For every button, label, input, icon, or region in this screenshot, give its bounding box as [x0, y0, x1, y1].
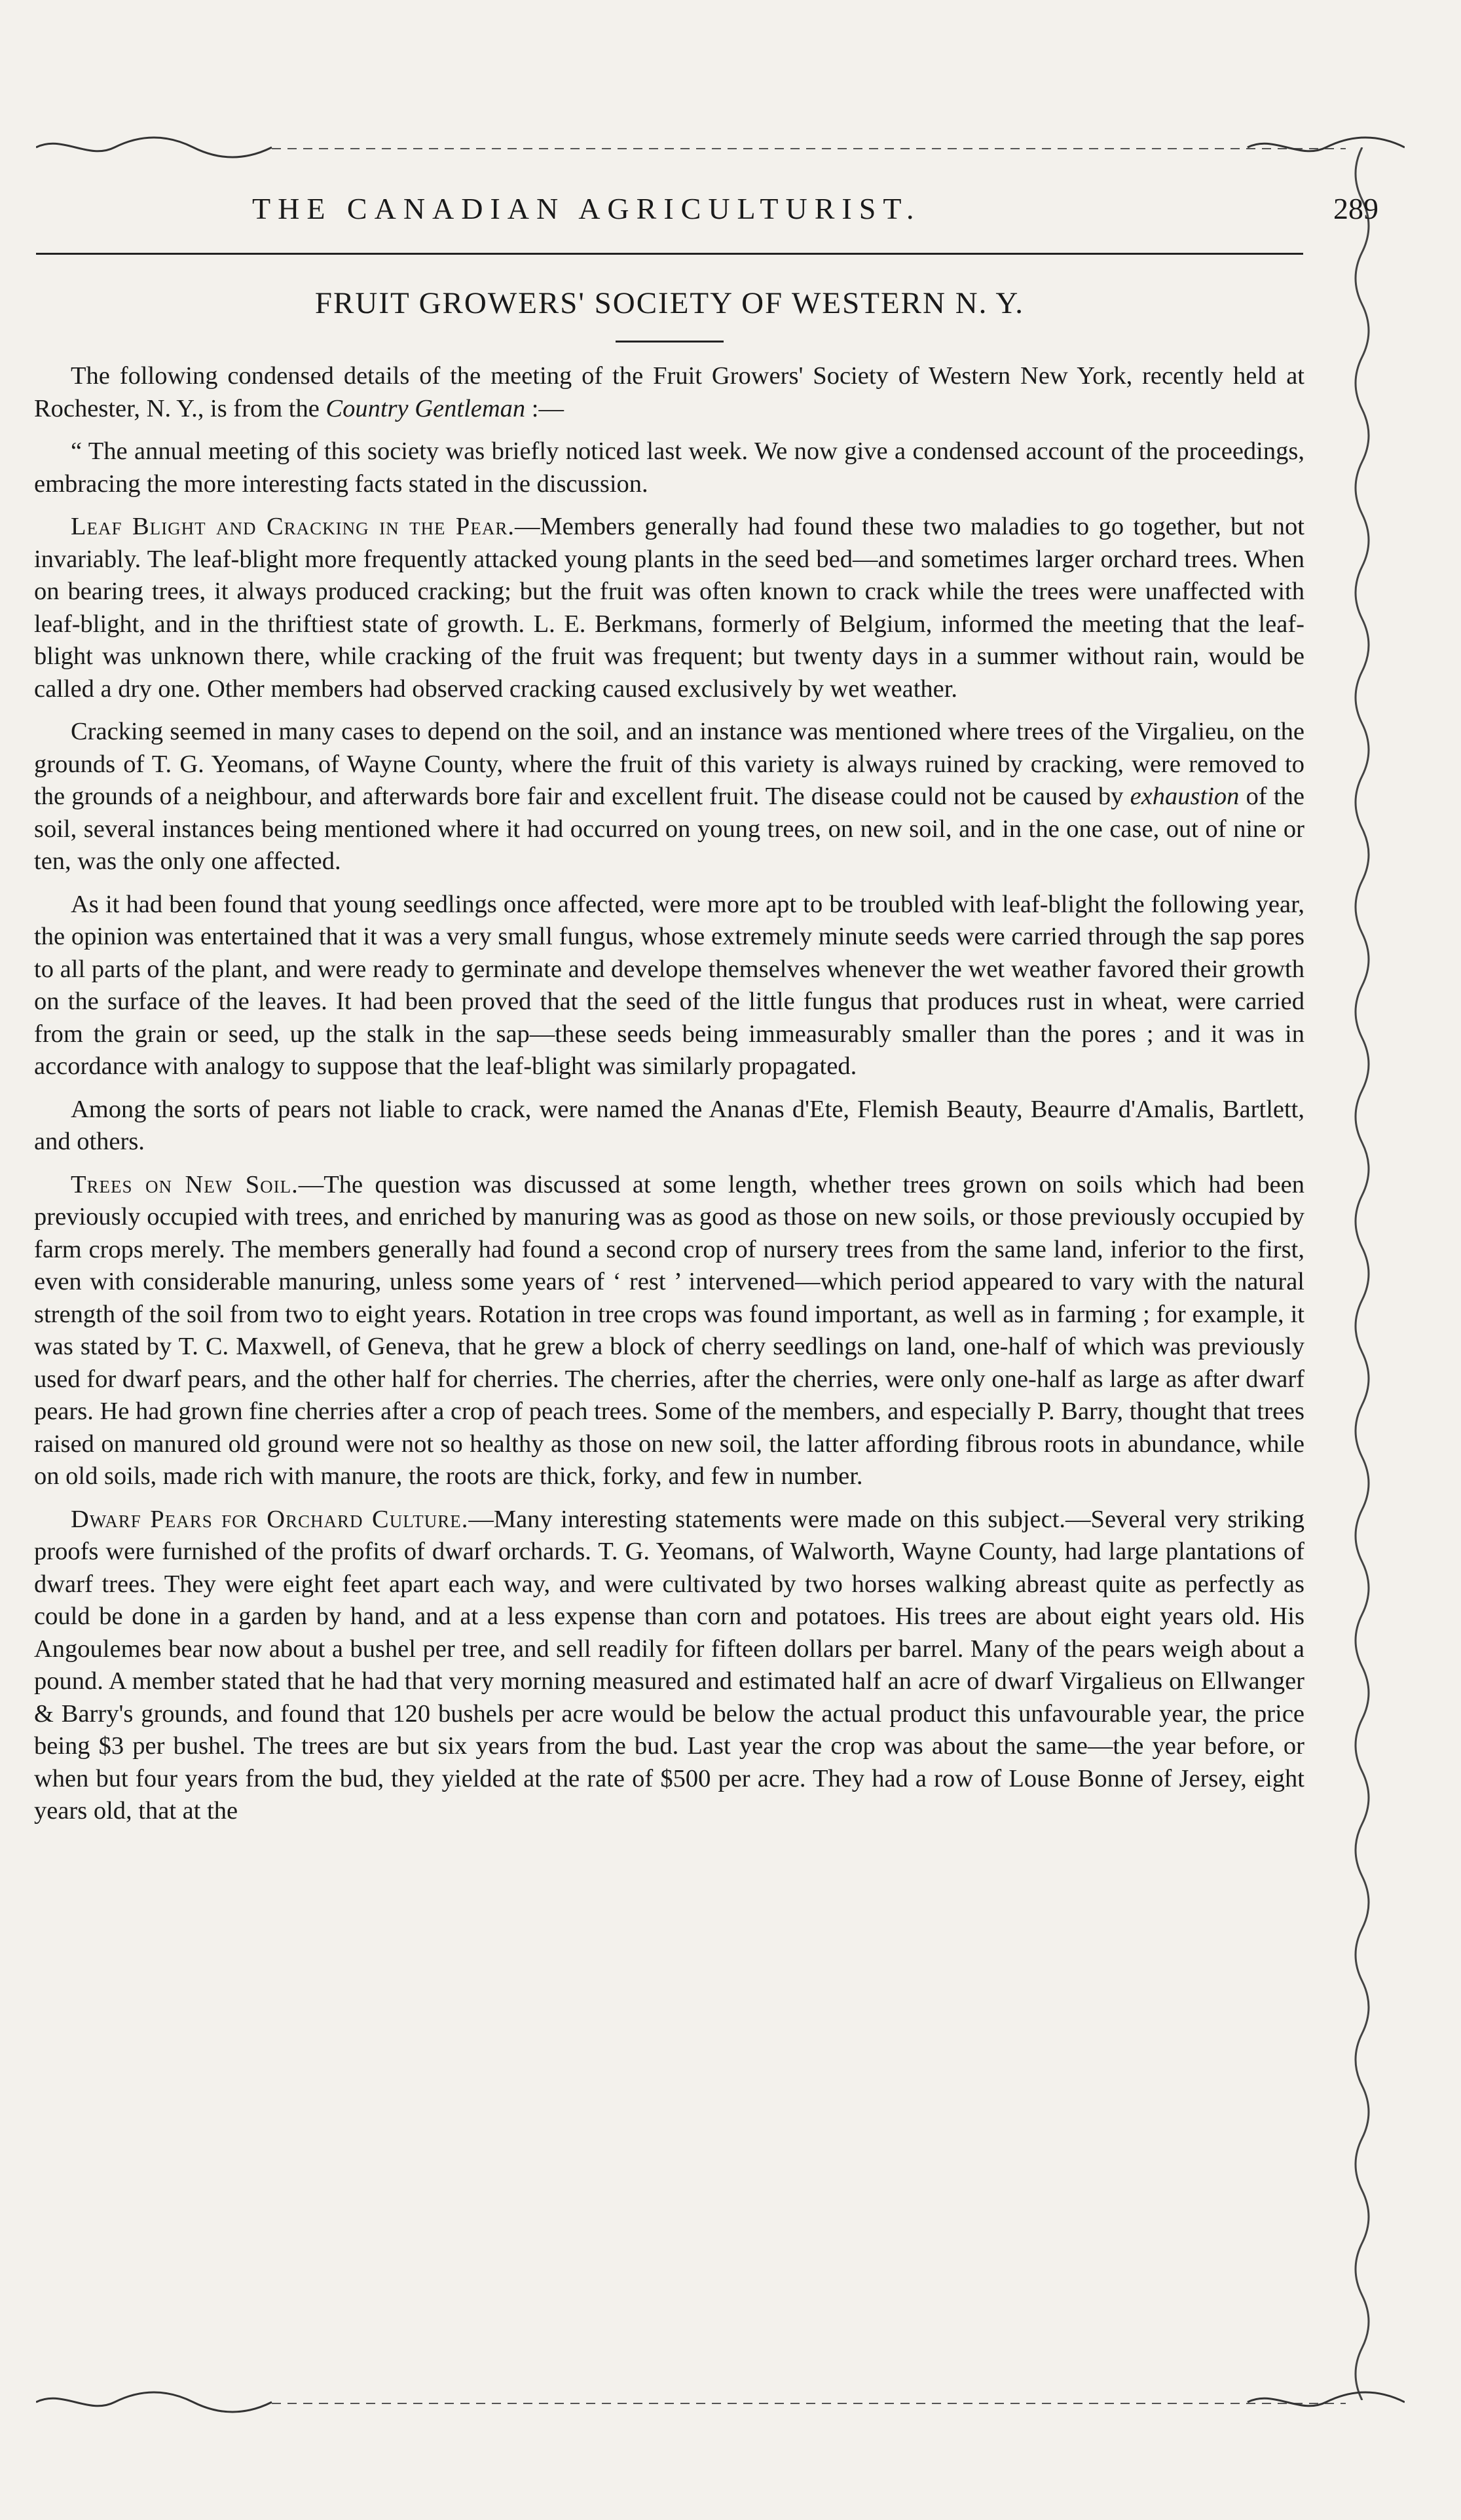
- intro-end: :—: [525, 394, 564, 422]
- dwarf-pears-text: —Many interesting statements were made on this subject.—Several very striking proofs were furnished of the profits of dwarf orchards. T. G. Yeomans, of Walworth, Wayne County, had large plantations of dwarf trees. They were eight feet apart each way, and were cultivated by two horses walking abreast quite as perfectly as could be done in a garden by hand, and at a less expense than corn and potatoes. His trees are about eight years old. His Angoulemes bear now about a bushel per tree, and sell readily for fifteen dollars per barrel. Many of the pears weigh about a pound. A member stated that he had that very morning measured and estimated half an acre of dwarf Virgalieus on Ellwanger & Barry's grounds, and found that 120 bushels per acre would be below the actual product this unfavourable year, the price being $3 per bushel. The trees are but six years from the bud. Last year the crop was about the same—the year before, or when but four years from the bud, they yielded at the rate of $500 per acre. They had a row of Louse Bonne of Jersey, eight years old, that at the: [34, 1505, 1305, 1825]
- section-heading-trees-new-soil: Trees on New Soil.: [71, 1170, 299, 1198]
- paragraph-seedlings: As it had been found that young seedlings once affected, were more apt to be troubled with leaf-blight the following year, the opinion was entertained that it was a very small fungus, whose extremely minute seeds were carried through the sap pores to all parts of the plant, and were ready to germinate and develope themselves whenever the wet weather favored their growth on the surface of the leaves. It had been proved that the seed of the little fungus that produces rust in wheat, were carried from the grain or seed, up the stalk in the sap—these seeds being immeasurably smaller than the pores ; and it was in accordance with analogy to suppose that the leaf-blight was similarly propagated.: [34, 890, 1304, 1080]
- top-ornamental-border: [36, 134, 1405, 160]
- cracking-italic: exhaustion: [1130, 783, 1240, 810]
- paragraph-pear-sorts: Among the sorts of pears not liable to crack, were named the Ananas d'Ete, Flemish Beauty, Beaurre d'Amalis, Bartlett, and others.: [34, 1095, 1304, 1155]
- trees-new-soil-text: —The question was discussed at some length, whether trees grown on soils which had been previously occupied with trees, and enriched by manuring was as good as those on new soils, or those previously occupied by farm crops merely. The members generally had found a second crop of nursery trees from the same land, inferior to the first, even with considerable manuring, unless some years of ‘ rest ’ intervened—which period appeared to vary with the natural strength of the soil from two to eight years. Rotation in tree crops was found important, as well as in farming ; for example, it was stated by T. C. Maxwell, of Geneva, that he grew a block of cherry seedlings on land, one-half of which was previously used for dwarf pears, and the other half for cherries. The cherries, after the cherries, were only one-half as large as after dwarf pears. He had grown fine cherries after a crop of peach trees. Some of the members, and especially P. Barry, thought that trees raised on manured old ground were not so healthy as those on new soil, the latter affording fibrous roots in abundance, while on old soils, made rich with manure, the roots are thick, forky, and few in number.: [34, 1170, 1304, 1490]
- cracking-text: Cracking seemed in many cases to depend on the soil, and an instance was mentioned where trees of the Virgalieu, on the grounds of T. G. Yeomans, of Wayne County, where the fruit of this variety is always ruined by cracking, were removed to the grounds of a neighbour, and afterwards bore fair and excellent fruit. The disease could not be caused by: [34, 718, 1304, 810]
- cracking-text-end: of the soil, several instances being mentioned where it had occurred on young trees, on new soil, and in the one case, out of nine or ten, was the only one affected.: [34, 783, 1304, 875]
- intro-text: The following condensed details of the meeting of the Fruit Growers' Society of Western New York, recently held at Rochester, N. Y., is from the: [34, 362, 1304, 422]
- page-number: 289: [1333, 192, 1378, 225]
- paragraph-dwarf-pears: [34, 1504, 1304, 1828]
- article-body: [34, 360, 1304, 1838]
- paragraph-annual-meeting: “ The annual meeting of this society was briefly noticed last week. We now give a condensed account of the proceedings, embracing the more interesting facts stated in the discussion.: [34, 437, 1304, 498]
- running-title: THE CANADIAN AGRICULTURIST.: [252, 192, 921, 225]
- paragraph-cracking: [34, 716, 1304, 878]
- section-heading-leaf-blight: Leaf Blight and Cracking in the Pear.: [71, 513, 515, 540]
- section-heading-dwarf-pears: Dwarf Pears for Orchard Culture.: [71, 1505, 469, 1533]
- header-rule: [36, 253, 1303, 255]
- right-ornamental-border: [1336, 147, 1388, 2400]
- paragraph-leaf-blight: [34, 511, 1304, 705]
- leaf-blight-text: —Members generally had found these two maladies to go together, but not invariably. The leaf-blight more frequently attacked young plants in the seed bed—and sometimes larger orchard trees. When on bearing trees, it always produced cracking; but the fruit was often known to crack while the trees were unaffected with leaf-blight, and in the thriftiest state of growth. L. E. Berkmans, formerly of Belgium, informed the meeting that the leaf-blight was unknown there, while cracking of the fruit was frequent; but twenty days in a summer without rain, would be called a dry one. Other members had observed cracking caused exclusively by wet weather.: [34, 513, 1304, 703]
- title-rule: [616, 341, 724, 343]
- source-title: Country Gentleman: [325, 394, 526, 422]
- bottom-ornamental-border: [36, 2389, 1405, 2415]
- paragraph-trees-new-soil: [34, 1169, 1304, 1493]
- intro-paragraph: [34, 360, 1304, 425]
- running-head: [252, 191, 1378, 244]
- article-title: FRUIT GROWERS' SOCIETY OF WESTERN N. Y.: [314, 286, 1025, 320]
